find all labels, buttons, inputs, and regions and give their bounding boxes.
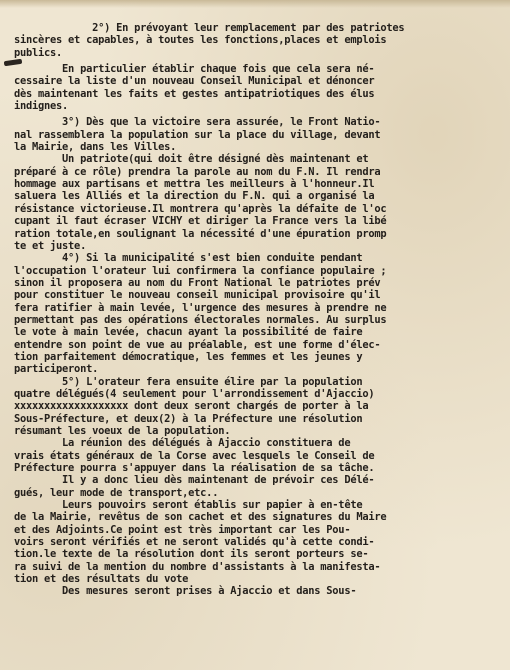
paper-fold-shadow: [0, 0, 510, 8]
typed-text-body: [14, 22, 502, 598]
text-line: 4°) Si la municipalité s'est bien conduite pendant: [14, 252, 363, 265]
text-line: voirs seront vérifiés et ne seront validés qu'à cette condi-: [14, 536, 375, 549]
text-line: préparé à ce rôle) prendra la parole au nom du F.N. Il rendra: [14, 165, 381, 178]
text-line: ra suivi de la mention du nombre d'assistants à la manifesta-: [14, 560, 381, 573]
text-line: La réunion des délégués à Ajaccio constituera de: [14, 437, 351, 450]
text-line: tion.le texte de la résolution dont ils seront porteurs se-: [14, 548, 369, 561]
text-line: sincères et capables, à toutes les fonctions,places et emplois: [14, 34, 387, 47]
text-line: cessaire la liste d'un nouveau Conseil Municipal et dénoncer: [14, 75, 375, 88]
text-line: quatre délégués(4 seulement pour l'arrondissement d'Ajaccio): [14, 387, 375, 400]
text-line: tion et des résultats du vote: [14, 573, 189, 586]
text-line: résistance victorieuse.Il montrera qu'après la défaite de l'oc: [14, 202, 387, 215]
text-line: Sous-Préfecture, et deux(2) à la Préfecture une résolution: [14, 412, 363, 425]
text-line: te et juste.: [14, 239, 87, 252]
text-line: Des mesures seront prises à Ajaccio et dans Sous-: [14, 585, 357, 598]
text-line: dès maintenant les faits et gestes antipatriotiques des élus: [14, 87, 375, 100]
text-line: permettant pas des opérations électorales normales. Au surplus: [14, 313, 387, 326]
text-line: résumant les voeux de la population.: [14, 425, 231, 437]
text-line: Un patriote(qui doit être désigné dès maintenant et: [14, 153, 369, 166]
text-line: En particulier établir chaque fois que cela sera né-: [14, 63, 375, 76]
text-line: fera ratifier à main levée, l'urgence des mesures à prendre ne: [14, 301, 387, 314]
text-line: nal rassemblera la population sur la place du village, devant: [14, 128, 381, 141]
text-line: vrais états généraux de la Corse avec lesquels le Conseil de: [14, 449, 375, 462]
text-line: sinon il proposera au nom du Front National le patriotes prév: [14, 276, 381, 289]
text-line: participeront.: [14, 363, 99, 376]
text-line: ration totale,en soulignant la nécessité d'une épuration promp: [14, 227, 387, 240]
text-line: entendre son point de vue au préalable, est une forme d'élec-: [14, 338, 381, 351]
text-line: Leurs pouvoirs seront établis sur papier à en-tête: [14, 499, 363, 512]
text-line: gués, leur mode de transport,etc..: [14, 486, 219, 499]
text-line: saluera les Alliés et la direction du F.N. qui a organisé la: [14, 190, 375, 203]
text-line: xxxxxxxxxxxxxxxxxxx dont deux seront chargés de porter à la: [14, 400, 369, 413]
text-line: 3°) Dès que la victoire sera assurée, le Front Natio-: [14, 116, 381, 129]
text-line: le vote à main levée, chacun ayant la possibilité de faire: [14, 326, 363, 339]
text-line: pour constituer le nouveau conseil municipal provisoire qu'il: [14, 289, 381, 302]
text-line: et des Adjoints.Ce point est très important car les Pou-: [14, 523, 351, 536]
text-line: publics.: [14, 46, 63, 59]
text-line: l'occupation l'orateur lui confirmera la confiance populaire ;: [14, 264, 387, 277]
text-line: Il y a donc lieu dès maintenant de prévoir ces Délé-: [14, 474, 375, 487]
text-line: 2°) En prévoyant leur remplacement par des patriotes: [14, 22, 405, 34]
text-line: de la Mairie, revêtus de son cachet et des signatures du Maire: [14, 511, 387, 524]
text-line: 5°) L'orateur fera ensuite élire par la population: [14, 375, 363, 388]
text-line: la Mairie, dans les Villes.: [14, 141, 177, 154]
text-line: Préfecture pourra s'appuyer dans la réalisation de sa tâche.: [14, 462, 375, 475]
text-line: hommage aux partisans et mettra les meilleurs à l'honneur.Il: [14, 178, 375, 191]
text-line: cupant il faut écraser VICHY et diriger la France vers la libé: [14, 215, 387, 228]
text-line: tion parfaitement démocratique, les femmes et les jeunes y: [14, 350, 363, 363]
text-line: indignes.: [14, 100, 69, 113]
